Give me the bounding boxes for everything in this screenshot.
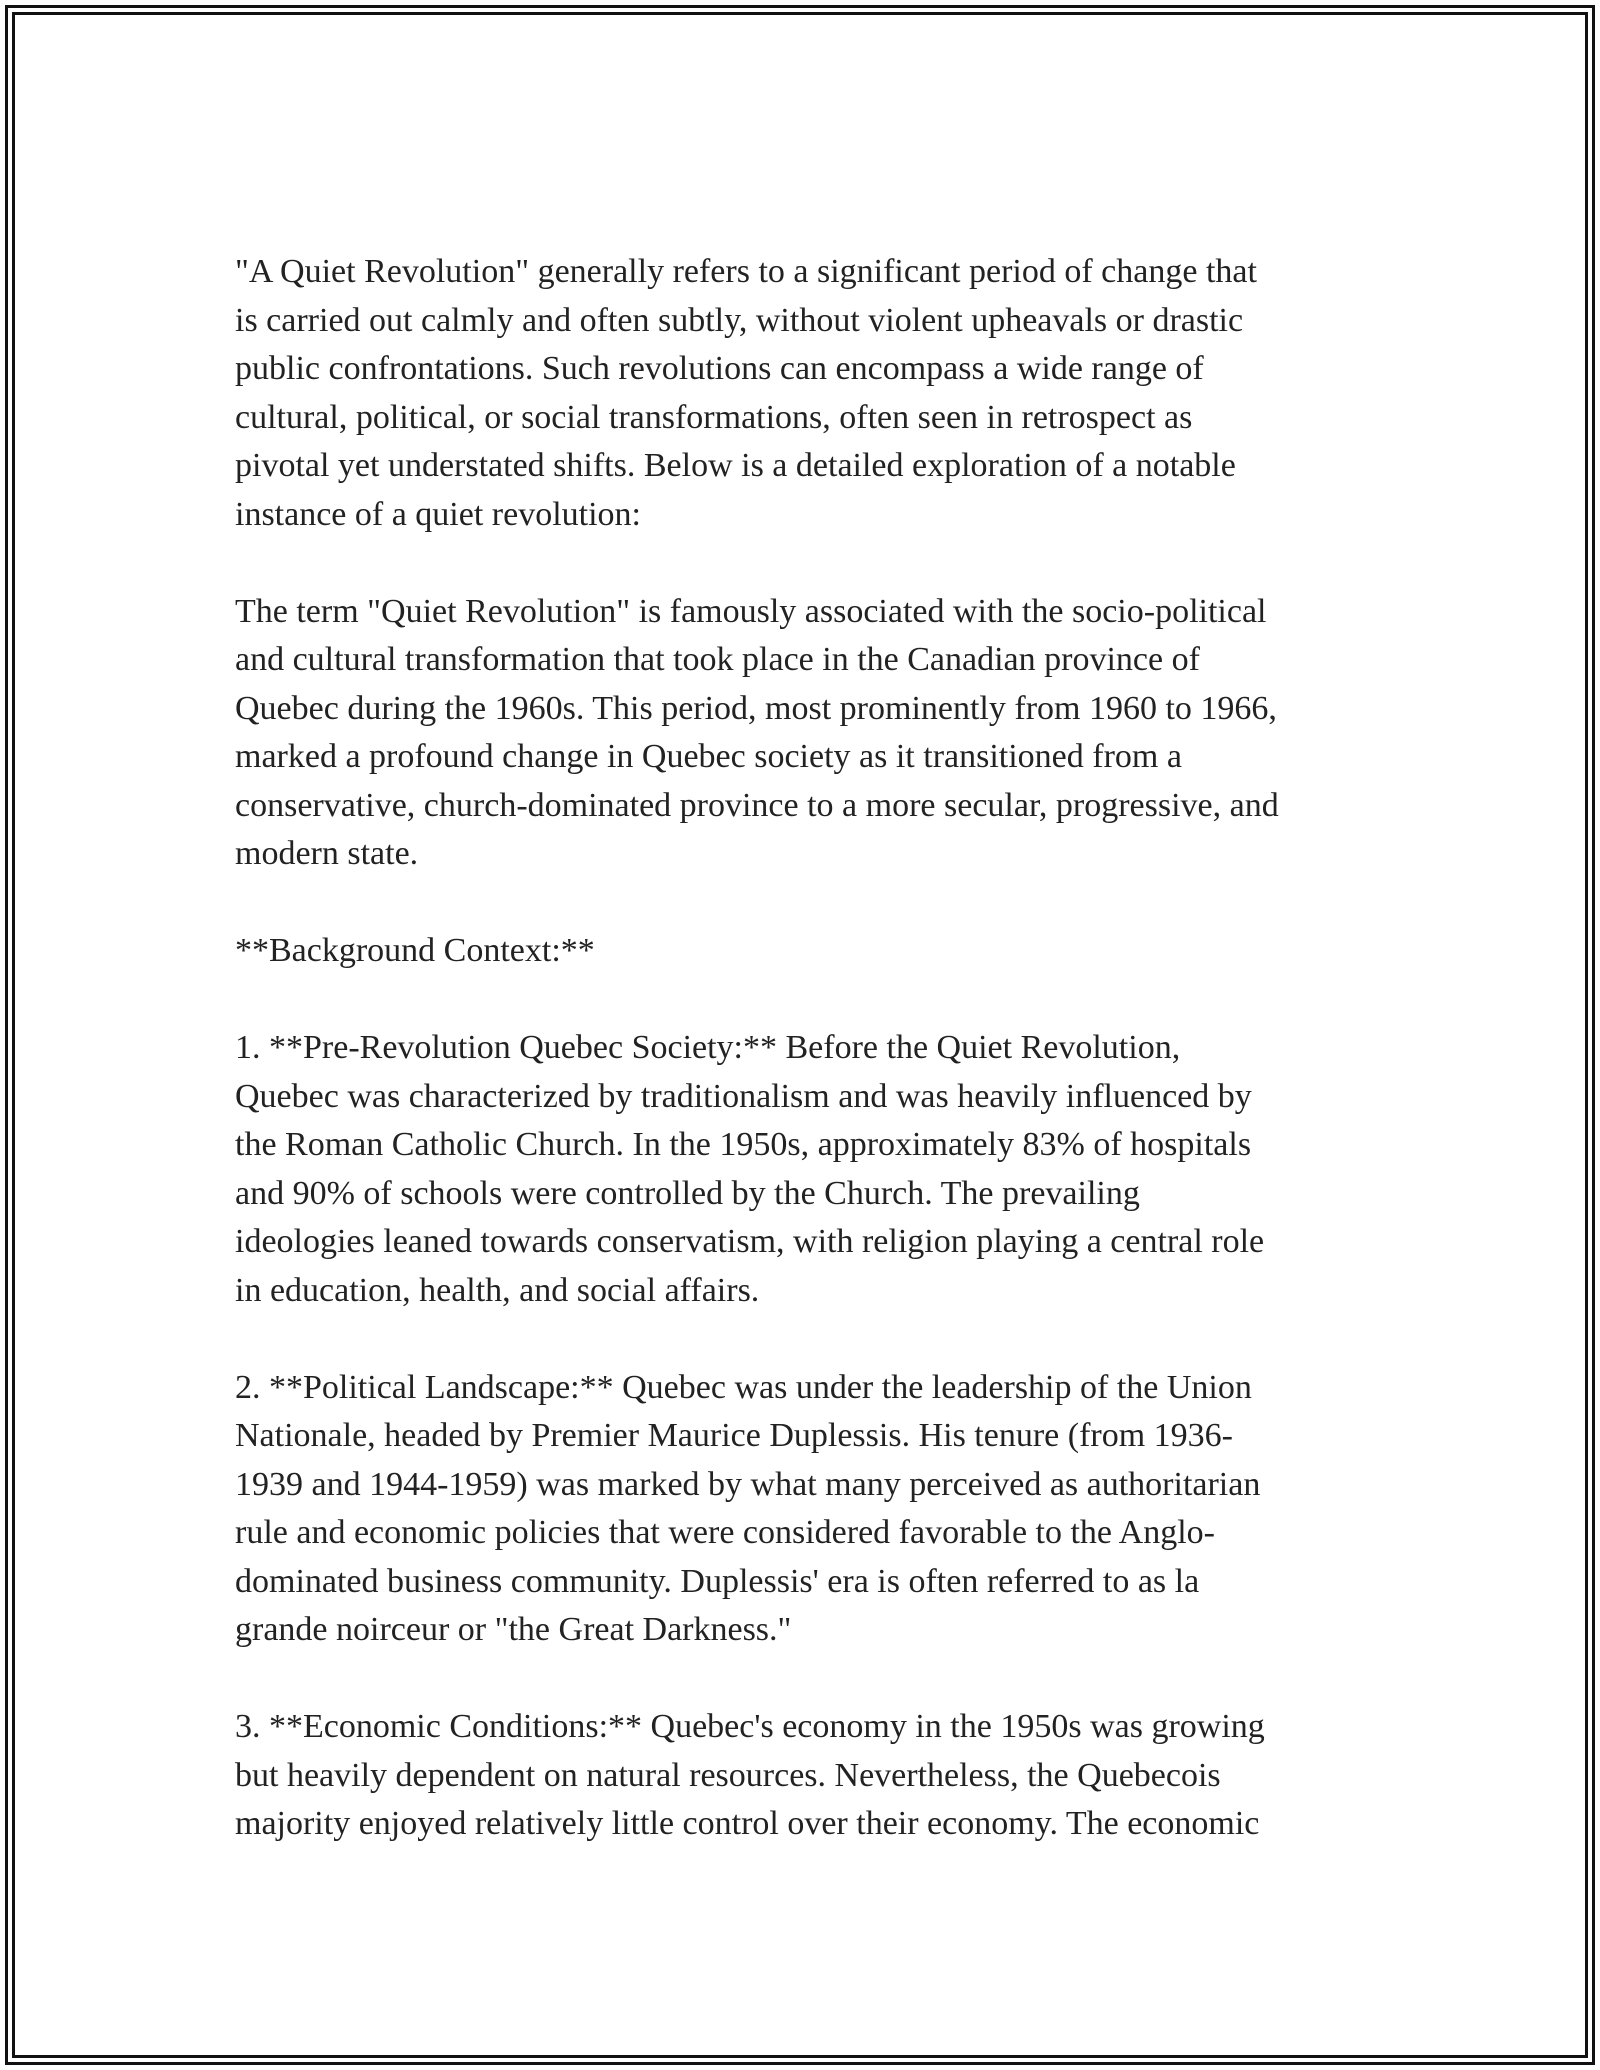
text-line: modern state. (235, 835, 419, 872)
text-line: 2. **Political Landscape:** Quebec was under the leadership of the Union (235, 1368, 1252, 1406)
text-line: instance of a quiet revolution: (235, 495, 641, 533)
text-line: "A Quiet Revolution" generally refers to a significant period of change that (235, 253, 1257, 290)
text-line: marked a profound change in Quebec society as it transitioned from a (235, 738, 1182, 775)
text-line: **Background Context:** (235, 932, 595, 969)
text-line: cultural, political, or social transformations, often seen in retrospect as (235, 398, 1193, 436)
text-line: and cultural transformation that took place in the Canadian province of (235, 641, 1200, 678)
text-line: public confrontations. Such revolutions can encompass a wide range of (235, 350, 1204, 387)
text-line: grande noirceur or "the Great Darkness." (235, 1611, 792, 1648)
text-line: 3. **Economic Conditions:** Quebec's economy in the 1950s was growing (235, 1708, 1265, 1745)
text-line: is carried out calmly and often subtly, without violent upheavals or drastic (235, 301, 1244, 339)
text-line: Quebec was characterized by traditionalism and was heavily influenced by (235, 1077, 1252, 1115)
text-line: rule and economic policies that were considered favorable to the Anglo- (235, 1514, 1215, 1551)
paragraph-term-definition (235, 588, 1365, 879)
list-item-political-landscape (235, 1364, 1365, 1655)
text-line: and 90% of schools were controlled by the Church. The prevailing (235, 1174, 1140, 1212)
text-line: but heavily dependent on natural resources. Nevertheless, the Quebecois (235, 1756, 1221, 1794)
list-item-pre-revolution (235, 1024, 1365, 1315)
text-line: Nationale, headed by Premier Maurice Duplessis. His tenure (from 1936- (235, 1417, 1233, 1454)
section-heading-background (235, 927, 1365, 976)
text-line: dominated business community. Duplessis' era is often referred to as la (235, 1562, 1200, 1600)
text-line: pivotal yet understated shifts. Below is a detailed exploration of a notable (235, 447, 1236, 484)
text-line: majority enjoyed relatively little control over their economy. The economic (235, 1805, 1260, 1842)
text-line: The term "Quiet Revolution" is famously associated with the socio-political (235, 592, 1267, 630)
text-line: ideologies leaned towards conservatism, with religion playing a central role (235, 1223, 1265, 1260)
document-body (235, 248, 1365, 1897)
text-line: the Roman Catholic Church. In the 1950s, approximately 83% of hospitals (235, 1126, 1252, 1163)
text-line: Quebec during the 1960s. This period, most prominently from 1960 to 1966, (235, 689, 1277, 727)
paragraph-intro (235, 248, 1365, 539)
text-line: in education, health, and social affairs. (235, 1271, 760, 1309)
text-line: conservative, church-dominated province to a more secular, progressive, and (235, 786, 1279, 824)
text-line: 1. **Pre-Revolution Quebec Society:** Before the Quiet Revolution, (235, 1029, 1181, 1066)
text-line: 1939 and 1944-1959) was marked by what many perceived as authoritarian (235, 1465, 1261, 1503)
list-item-economic-conditions (235, 1703, 1365, 1849)
